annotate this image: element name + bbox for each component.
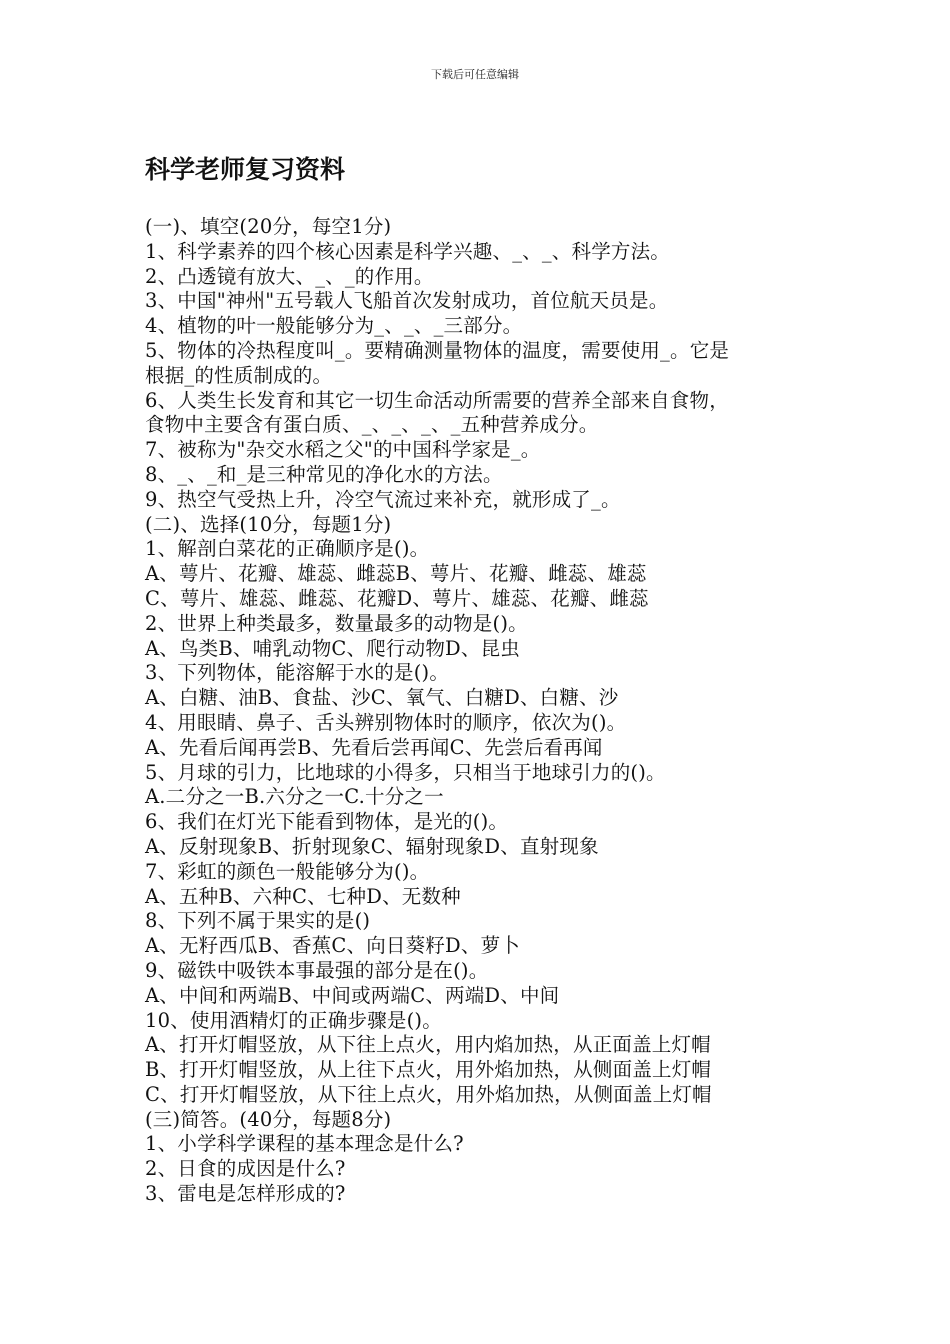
document-title: 科学老师复习资料	[145, 155, 346, 184]
text-line: A、鸟类B、哺乳动物C、爬行动物D、昆虫	[145, 636, 520, 660]
text-line: A、无籽西瓜B、香蕉C、向日葵籽D、萝卜	[145, 934, 520, 958]
text-line: 7、被称为"杂交水稻之父"的中国科学家是_。	[145, 438, 541, 462]
text-line: 5、物体的冷热程度叫_。要精确测量物体的温度，需要使用_。它是	[145, 338, 730, 362]
text-line: A、先看后闻再尝B、先看后尝再闻C、先尝后看再闻	[145, 735, 603, 759]
text-line: C、萼片、雄蕊、雌蕊、花瓣D、萼片、雄蕊、花瓣、雌蕊	[145, 586, 649, 610]
text-line: 6、人类生长发育和其它一切生命活动所需要的营养全部来自食物，	[145, 388, 729, 412]
text-line: (二)、选择(10分，每题1分)	[145, 512, 392, 536]
text-line: A、打开灯帽竖放，从下往上点火，用内焰加热，从正面盖上灯帽	[145, 1033, 711, 1057]
text-line: (一)、填空(20分，每空1分)	[145, 215, 392, 238]
text-line: 8、下列不属于果实的是()	[145, 909, 371, 933]
text-line: 4、用眼睛、鼻子、舌头辨别物体时的顺序，依次为()。	[145, 710, 627, 734]
text-line: 8、_、_和_是三种常见的净化水的方法。	[145, 462, 503, 486]
text-line: 9、热空气受热上升，冷空气流过来补充，就形成了_。	[145, 487, 621, 511]
text-line: 1、科学素养的四个核心因素是科学兴趣、_、_、科学方法。	[145, 239, 671, 263]
text-line: A、萼片、花瓣、雄蕊、雌蕊B、萼片、花瓣、雌蕊、雄蕊	[145, 562, 647, 586]
text-line: A、反射现象B、折射现象C、辐射现象D、直射现象	[145, 834, 599, 858]
text-line: A.二分之一B.六分之一C.十分之一	[145, 785, 444, 809]
text-line: A、中间和两端B、中间或两端C、两端D、中间	[145, 983, 560, 1007]
text-line: 1、小学科学课程的基本理念是什么?	[145, 1132, 464, 1156]
text-line: 7、彩虹的颜色一般能够分为()。	[145, 859, 430, 883]
text-line: A、五种B、六种C、七种D、无数种	[145, 884, 461, 908]
text-line: (三)简答。(40分，每题8分)	[145, 1107, 392, 1131]
text-line: 根据_的性质制成的。	[145, 363, 333, 387]
text-line: 3、中国"神州"五号载人飞船首次发射成功，首位航天员是。	[145, 289, 669, 313]
text-line: 3、雷电是怎样形成的?	[145, 1182, 346, 1206]
page-header: 下载后可任意编辑	[431, 68, 519, 81]
text-line: A、白糖、油B、食盐、沙C、氧气、白糖D、白糖、沙	[145, 686, 619, 710]
text-line: 10、使用酒精灯的正确步骤是()。	[145, 1008, 442, 1032]
text-line: 4、植物的叶一般能够分为_、_、_三部分。	[145, 314, 523, 338]
text-line: 2、世界上种类最多，数量最多的动物是()。	[145, 611, 528, 635]
text-line: 9、磁铁中吸铁本事最强的部分是在()。	[145, 958, 489, 982]
document-body	[145, 215, 825, 1207]
text-line: 2、凸透镜有放大、_、_的作用。	[145, 264, 434, 288]
text-line: 5、月球的引力，比地球的小得多，只相当于地球引力的()。	[145, 760, 666, 784]
text-line: 食物中主要含有蛋白质、_、_、_、_五种营养成分。	[145, 413, 599, 437]
text-line: 2、日食的成因是什么?	[145, 1157, 346, 1181]
text-line: B、打开灯帽竖放，从上往下点火，用外焰加热，从侧面盖上灯帽	[145, 1058, 712, 1082]
text-line: 1、解剖白菜花的正确顺序是()。	[145, 537, 430, 561]
text-line: C、打开灯帽竖放，从下往上点火，用外焰加热，从侧面盖上灯帽	[145, 1082, 712, 1106]
text-line: 6、我们在灯光下能看到物体，是光的()。	[145, 810, 509, 834]
text-line: 3、下列物体，能溶解于水的是()。	[145, 661, 450, 685]
